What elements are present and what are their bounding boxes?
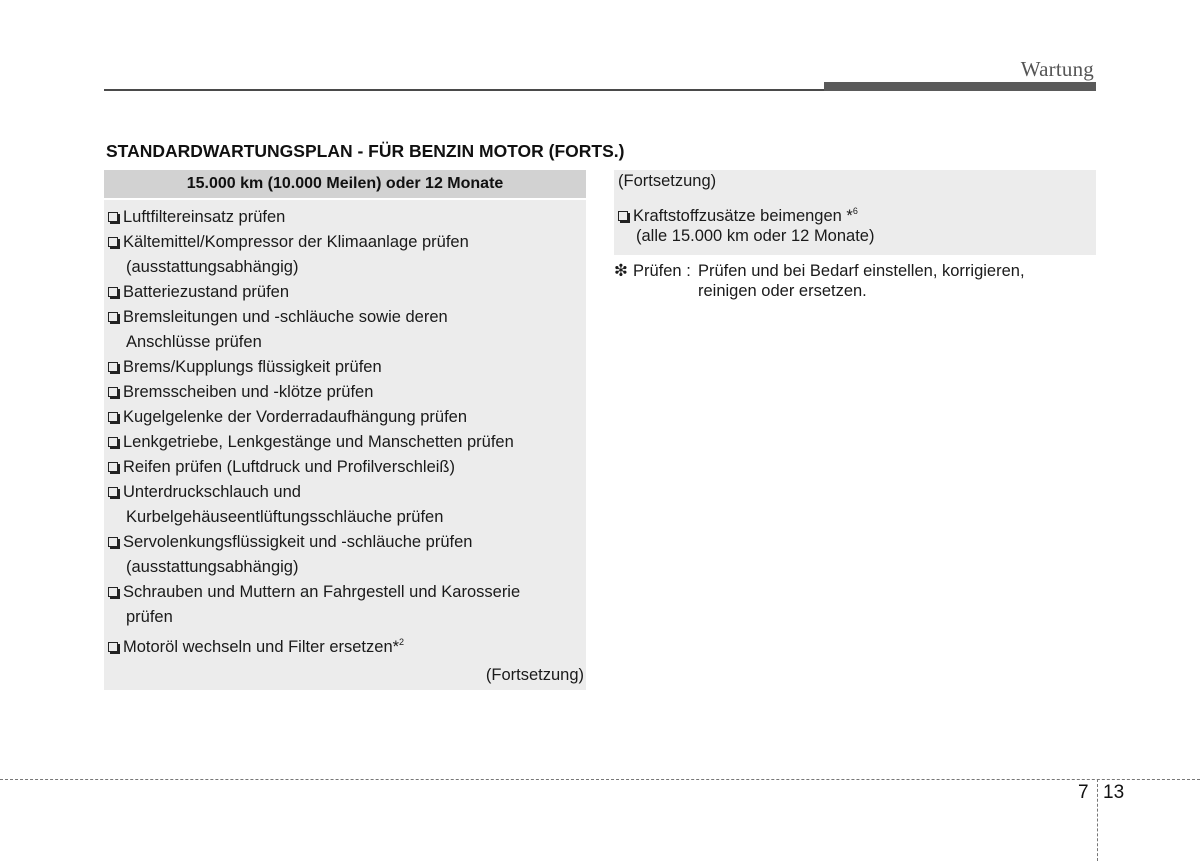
- checklist-item-label: Bremsleitungen und -schläuche sowie deren: [123, 308, 448, 326]
- checkbox-icon: [618, 211, 628, 221]
- right-item-detail: (alle 15.000 km oder 12 Monate): [636, 227, 875, 245]
- page-number: 13: [1103, 782, 1125, 803]
- note-line-2: reinigen oder ersetzen.: [698, 282, 867, 300]
- checklist-item: [108, 405, 467, 430]
- checklist-item-label: Batteriezustand prüfen: [123, 283, 290, 301]
- header-tab-bar: [824, 82, 1096, 91]
- checklist-item-label: Unterdruckschlauch und: [123, 483, 301, 501]
- checklist-item-label: Kugelgelenke der Vorderradaufhängung prüfen: [123, 408, 468, 426]
- chapter-number: 7: [1078, 782, 1089, 803]
- checklist-item: [108, 455, 455, 480]
- checklist-item: [108, 630, 404, 660]
- continuation-label-right: (Fortsetzung): [618, 172, 717, 190]
- checkbox-icon: [108, 287, 118, 297]
- checkbox-icon: [108, 212, 118, 222]
- note-line-1: Prüfen und bei Bedarf einstellen, korrigieren,: [698, 262, 1025, 280]
- footnote-ref: 2: [399, 637, 405, 647]
- checklist-item-label: Bremsscheiben und -klötze prüfen: [123, 383, 374, 401]
- footnote-ref: 6: [852, 206, 858, 216]
- checkbox-icon: [108, 412, 118, 422]
- continuation-label-left: (Fortsetzung): [485, 666, 584, 684]
- checklist-item-label: Reifen prüfen (Luftdruck und Profilverschleiß): [123, 458, 455, 476]
- checkbox-icon: [108, 362, 118, 372]
- checklist-item: [108, 280, 289, 305]
- checklist-item-label: Schrauben und Muttern an Fahrgestell und Karosserie: [123, 583, 521, 601]
- checklist-item-label: Servolenkungsflüssigkeit und -schläuche prüfen: [123, 533, 473, 551]
- checklist-item-continuation: (ausstattungsabhängig): [126, 558, 299, 576]
- checklist-item-label: Luftfiltereinsatz prüfen: [123, 208, 286, 226]
- checkbox-icon: [108, 387, 118, 397]
- checklist-item-label: Brems/Kupplungs flüssigkeit prüfen: [123, 358, 382, 376]
- footer-divider: [0, 779, 1200, 780]
- section-title: STANDARDWARTUNGSPLAN - FÜR BENZIN MOTOR (FORTS.): [106, 141, 625, 161]
- page-header-title: Wartung: [1020, 57, 1094, 81]
- checklist-item: [108, 530, 472, 555]
- checkbox-icon: [108, 537, 118, 547]
- header-rule: [104, 89, 824, 91]
- checklist-item-label: Lenkgetriebe, Lenkgestänge und Manschetten prüfen: [123, 433, 514, 451]
- checklist-item-continuation: prüfen: [126, 608, 173, 626]
- checklist-item: [108, 380, 373, 405]
- checkbox-icon: [108, 237, 118, 247]
- checklist-item: [108, 305, 448, 330]
- footer-vertical-divider: [1097, 779, 1098, 861]
- checklist-item: [108, 580, 520, 605]
- checklist-item-label: Motoröl wechseln und Filter ersetzen*: [123, 638, 400, 656]
- checklist-item: [108, 205, 285, 230]
- checkbox-icon: [108, 587, 118, 597]
- interval-heading: 15.000 km (10.000 Meilen) oder 12 Monate: [104, 170, 586, 198]
- checklist-item: [108, 480, 301, 505]
- checklist-item-continuation: Anschlüsse prüfen: [126, 333, 262, 351]
- note-symbol-icon: ❇: [614, 262, 628, 280]
- checklist-item-label: Kältemittel/Kompressor der Klimaanlage prüfen: [123, 233, 469, 251]
- checkbox-icon: [108, 642, 118, 652]
- checkbox-icon: [108, 437, 118, 447]
- checklist-item-continuation: Kurbelgehäuseentlüftungsschläuche prüfen: [126, 508, 444, 526]
- checklist-item: [108, 430, 514, 455]
- checkbox-icon: [108, 487, 118, 497]
- right-item-label: Kraftstoffzusätze beimengen *: [633, 207, 853, 225]
- note-label: Prüfen :: [633, 262, 691, 280]
- checklist-item: [108, 355, 382, 380]
- checklist-item-continuation: (ausstattungsabhängig): [126, 258, 299, 276]
- checkbox-icon: [108, 312, 118, 322]
- checkbox-icon: [108, 462, 118, 472]
- checklist-item: [108, 230, 469, 255]
